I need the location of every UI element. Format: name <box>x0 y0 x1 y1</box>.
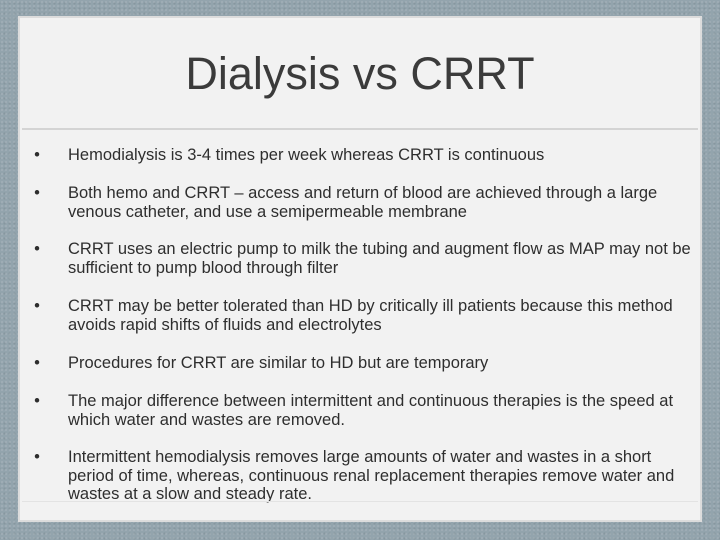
bullet-text: Both hemo and CRRT – access and return of blood are achieved through a large venous catheter, and use a semipermeable membrane <box>68 184 658 221</box>
bullet-marker: • <box>34 184 40 202</box>
bullet-marker: • <box>34 146 40 164</box>
slide <box>18 16 702 522</box>
bullet-marker: • <box>34 354 40 372</box>
title-divider <box>22 128 698 130</box>
bullet-marker: • <box>34 392 40 410</box>
bullet-text: Hemodialysis is 3-4 times per week whereas CRRT is continuous <box>68 146 545 164</box>
bullet-marker: • <box>34 448 40 466</box>
slide-title: Dialysis vs CRRT <box>185 48 535 99</box>
bullet-text: The major difference between intermittent and continuous therapies is the speed at which water and wastes are removed. <box>68 392 674 429</box>
bullet-marker: • <box>34 297 40 315</box>
bullet-marker: • <box>34 240 40 258</box>
bullet-text: Intermittent hemodialysis removes large amounts of water and wastes in a short period of time, whereas, continuous renal replacement therapies remove water and wastes at a slow and steady rate. <box>68 448 675 503</box>
bullet-text: Procedures for CRRT are similar to HD but are temporary <box>68 354 489 372</box>
footer-strip <box>22 501 698 518</box>
bullet-text: CRRT uses an electric pump to milk the tubing and augment flow as MAP may not be sufficient to pump blood through filter <box>68 240 691 277</box>
bullet-text: CRRT may be better tolerated than HD by critically ill patients because this method avoids rapid shifts of fluids and electrolytes <box>68 297 673 334</box>
